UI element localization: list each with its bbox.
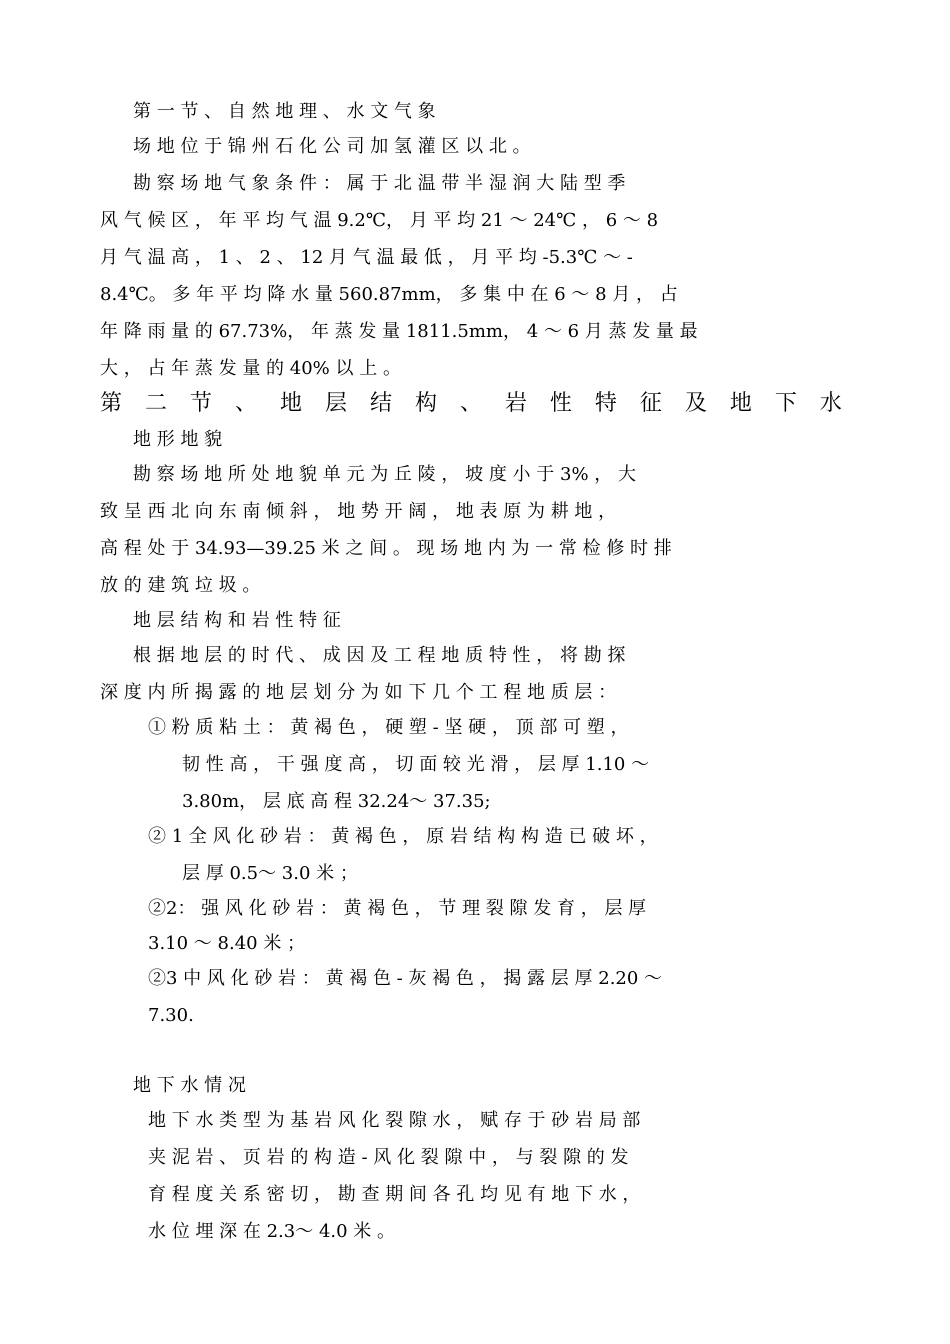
strata-heading: 地 层 结 构 和 岩 性 特 征 (133, 610, 341, 631)
layer-2-3-line-2: 7.30. (148, 1005, 194, 1026)
layer-1-line-3: 3.80m， 层 底 高 程 32.24～ 37.35; (182, 791, 491, 812)
terrain-heading: 地 形 地 貌 (133, 429, 223, 450)
section-2-title: 第 二 节 、 地 层 结 构 、 岩 性 特 征 及 地 下 水 (100, 391, 850, 416)
climate-line-6: 大 ， 占 年 蒸 发 量 的 40% 以 上 。 (100, 358, 401, 379)
layer-1-line-2: 韧 性 高 ， 干 强 度 高 ， 切 面 较 光 滑 ， 层 厚 1.10 ～ (182, 754, 650, 775)
strata-intro-line-2: 深 度 内 所 揭 露 的 地 层 划 分 为 如 下 几 个 工 程 地 质 层 ： (100, 682, 617, 703)
terrain-line-4: 放 的 建 筑 垃 圾 。 (100, 575, 261, 596)
climate-line-2: 风 气 候 区 ， 年 平 均 气 温 9.2℃， 月 平 均 21 ～ 24℃ ， 6 ～ 8 (100, 210, 659, 231)
layer-2-2-line-1: ②2： 强 风 化 砂 岩 ： 黄 褐 色 ， 节 理 裂 隙 发 育 ， 层 厚 (148, 898, 647, 919)
strata-intro-line-1: 根 据 地 层 的 时 代 、 成 因 及 工 程 地 质 特 性 ， 将 勘 探 (133, 645, 626, 666)
layer-2-3-line-1: ②3 中 风 化 砂 岩 ： 黄 褐 色 - 灰 褐 色 ， 揭 露 层 厚 2.20 ～ (148, 968, 663, 989)
terrain-line-3: 高 程 处 于 34.93—39.25 米 之 间 。 现 场 地 内 为 一 常 检 修 时 排 (100, 538, 672, 559)
groundwater-line-2: 夹 泥 岩 、 页 岩 的 构 造 - 风 化 裂 隙 中 ， 与 裂 隙 的 发 (148, 1147, 629, 1168)
layer-1-line-1: ① 粉 质 粘 土 ： 黄 褐 色 ， 硬 塑 - 坚 硬 ， 顶 部 可 塑 ， (148, 717, 629, 738)
climate-line-5: 年 降 雨 量 的 67.73%， 年 蒸 发 量 1811.5mm， 4 ～ 6 月 蒸 发 量 最 (100, 321, 698, 342)
groundwater-heading: 地 下 水 情 况 (133, 1075, 246, 1096)
climate-line-3: 月 气 温 高 ， 1 、 2 、 12 月 气 温 最 低 ， 月 平 均 -5.3℃ ～ - (100, 247, 633, 268)
groundwater-line-4: 水 位 埋 深 在 2.3～ 4.0 米 。 (148, 1221, 396, 1242)
groundwater-line-1: 地 下 水 类 型 为 基 岩 风 化 裂 隙 水 ， 赋 存 于 砂 岩 局 部 (148, 1110, 641, 1131)
layer-2-1-line-2: 层 厚 0.5～ 3.0 米 ； (182, 863, 358, 884)
terrain-line-2: 致 呈 西 北 向 东 南 倾 斜 ， 地 势 开 阔 ， 地 表 原 为 耕 地 ， (100, 501, 617, 522)
layer-2-1-line-1: ② 1 全 风 化 砂 岩 ： 黄 褐 色 ， 原 岩 结 构 构 造 已 破 坏 ， (148, 826, 658, 847)
climate-line-4: 8.4℃。 多 年 平 均 降 水 量 560.87mm， 多 集 中 在 6 ～ 8 月 ， 占 (100, 284, 678, 305)
terrain-line-1: 勘 察 场 地 所 处 地 貌 单 元 为 丘 陵 ， 坡 度 小 于 3% ， 大 (133, 464, 636, 485)
groundwater-line-3: 育 程 度 关 系 密 切 ， 勘 查 期 间 各 孔 均 见 有 地 下 水 ， (148, 1184, 641, 1205)
layer-2-2-line-2: 3.10 ～ 8.40 米 ； (148, 933, 306, 954)
location-paragraph: 场 地 位 于 锦 州 石 化 公 司 加 氢 灌 区 以 北 。 (133, 136, 531, 157)
climate-line-1: 勘 察 场 地 气 象 条 件 ： 属 于 北 温 带 半 湿 润 大 陆 型 季 (133, 173, 626, 194)
section-1-title: 第 一 节 、 自 然 地 理 、 水 文 气 象 (133, 101, 436, 122)
